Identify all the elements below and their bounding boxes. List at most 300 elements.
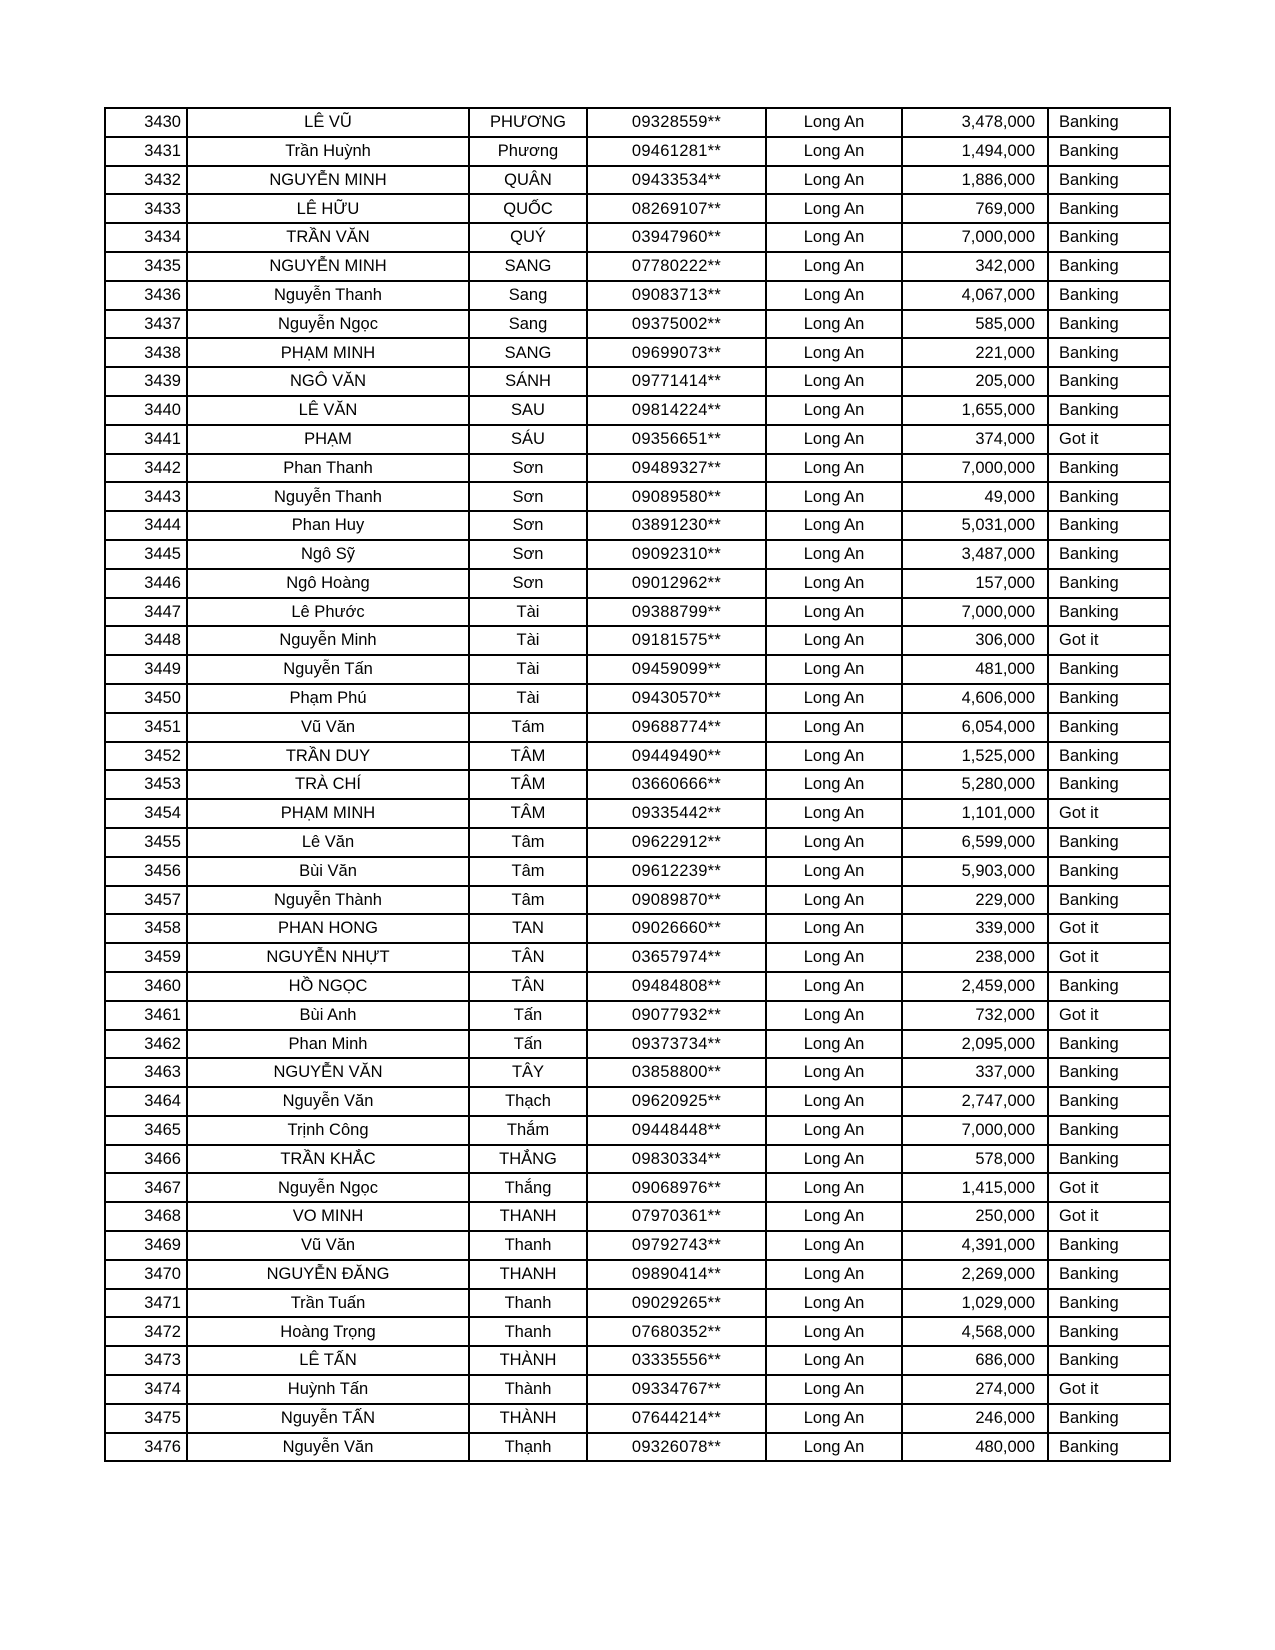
cell-given-name: Thắng [469, 1173, 587, 1202]
cell-status: Banking [1048, 281, 1170, 310]
cell-status: Banking [1048, 1260, 1170, 1289]
cell-row-number: 3431 [105, 137, 187, 166]
cell-given-name: Tài [469, 684, 587, 713]
cell-given-name: Thạch [469, 1087, 587, 1116]
cell-given-name: Thành [469, 1375, 587, 1404]
cell-surname: Bùi Anh [187, 1001, 469, 1030]
cell-status: Banking [1048, 886, 1170, 915]
cell-phone: 09012962** [587, 569, 766, 598]
cell-amount: 221,000 [902, 338, 1048, 367]
cell-amount: 5,031,000 [902, 511, 1048, 540]
cell-phone: 03947960** [587, 223, 766, 252]
cell-phone: 09449490** [587, 742, 766, 771]
cell-given-name: THANH [469, 1260, 587, 1289]
cell-surname: Nguyễn Ngọc [187, 1173, 469, 1202]
cell-status: Banking [1048, 1116, 1170, 1145]
cell-row-number: 3448 [105, 626, 187, 655]
table-row [105, 1346, 1170, 1375]
cell-phone: 09830334** [587, 1145, 766, 1174]
cell-phone: 08269107** [587, 194, 766, 223]
cell-row-number: 3436 [105, 281, 187, 310]
cell-phone: 09373734** [587, 1030, 766, 1059]
cell-row-number: 3462 [105, 1030, 187, 1059]
table-row [105, 108, 1170, 137]
cell-province: Long An [766, 1173, 902, 1202]
cell-status: Banking [1048, 367, 1170, 396]
cell-amount: 306,000 [902, 626, 1048, 655]
cell-amount: 1,415,000 [902, 1173, 1048, 1202]
table-row [105, 742, 1170, 771]
cell-status: Banking [1048, 569, 1170, 598]
cell-amount: 374,000 [902, 425, 1048, 454]
cell-amount: 4,067,000 [902, 281, 1048, 310]
table-row [105, 1173, 1170, 1202]
cell-phone: 09356651** [587, 425, 766, 454]
cell-given-name: Tài [469, 626, 587, 655]
cell-province: Long An [766, 540, 902, 569]
cell-amount: 769,000 [902, 194, 1048, 223]
cell-row-number: 3469 [105, 1231, 187, 1260]
cell-status: Banking [1048, 1030, 1170, 1059]
cell-status: Banking [1048, 338, 1170, 367]
cell-row-number: 3435 [105, 252, 187, 281]
cell-province: Long An [766, 1202, 902, 1231]
cell-phone: 09388799** [587, 598, 766, 627]
table-row [105, 1317, 1170, 1346]
table-row [105, 1202, 1170, 1231]
cell-amount: 5,903,000 [902, 857, 1048, 886]
cell-surname: PHẠM MINH [187, 799, 469, 828]
cell-amount: 238,000 [902, 943, 1048, 972]
cell-row-number: 3467 [105, 1173, 187, 1202]
cell-amount: 229,000 [902, 886, 1048, 915]
cell-phone: 09375002** [587, 310, 766, 339]
cell-given-name: Sang [469, 310, 587, 339]
cell-status: Banking [1048, 1404, 1170, 1433]
cell-given-name: SÁU [469, 425, 587, 454]
cell-row-number: 3476 [105, 1433, 187, 1462]
cell-status: Banking [1048, 1317, 1170, 1346]
cell-given-name: Tâm [469, 828, 587, 857]
cell-phone: 09077932** [587, 1001, 766, 1030]
cell-amount: 1,494,000 [902, 137, 1048, 166]
cell-status: Got it [1048, 1375, 1170, 1404]
cell-province: Long An [766, 1116, 902, 1145]
cell-row-number: 3461 [105, 1001, 187, 1030]
table-row [105, 1116, 1170, 1145]
table-row [105, 655, 1170, 684]
cell-phone: 09328559** [587, 108, 766, 137]
cell-amount: 7,000,000 [902, 223, 1048, 252]
cell-given-name: Thắm [469, 1116, 587, 1145]
cell-status: Got it [1048, 1001, 1170, 1030]
cell-province: Long An [766, 1231, 902, 1260]
cell-phone: 07680352** [587, 1317, 766, 1346]
cell-given-name: TAN [469, 914, 587, 943]
cell-amount: 2,459,000 [902, 972, 1048, 1001]
cell-surname: TRÀ CHÍ [187, 770, 469, 799]
cell-phone: 09083713** [587, 281, 766, 310]
table-row [105, 1030, 1170, 1059]
cell-row-number: 3457 [105, 886, 187, 915]
cell-given-name: Phương [469, 137, 587, 166]
cell-phone: 09334767** [587, 1375, 766, 1404]
cell-amount: 342,000 [902, 252, 1048, 281]
cell-given-name: Sơn [469, 482, 587, 511]
table-row [105, 396, 1170, 425]
cell-phone: 09089870** [587, 886, 766, 915]
cell-province: Long An [766, 1058, 902, 1087]
cell-province: Long An [766, 684, 902, 713]
cell-amount: 250,000 [902, 1202, 1048, 1231]
cell-row-number: 3446 [105, 569, 187, 598]
table-body [105, 108, 1170, 1461]
cell-amount: 157,000 [902, 569, 1048, 598]
cell-status: Banking [1048, 511, 1170, 540]
cell-amount: 6,054,000 [902, 713, 1048, 742]
cell-row-number: 3445 [105, 540, 187, 569]
cell-given-name: TÂM [469, 770, 587, 799]
cell-given-name: Tâm [469, 857, 587, 886]
cell-province: Long An [766, 626, 902, 655]
cell-given-name: Thanh [469, 1289, 587, 1318]
cell-row-number: 3437 [105, 310, 187, 339]
cell-row-number: 3465 [105, 1116, 187, 1145]
cell-phone: 09459099** [587, 655, 766, 684]
cell-phone: 07970361** [587, 1202, 766, 1231]
cell-surname: Nguyễn Thanh [187, 482, 469, 511]
cell-status: Banking [1048, 1289, 1170, 1318]
cell-row-number: 3447 [105, 598, 187, 627]
cell-status: Got it [1048, 943, 1170, 972]
cell-given-name: THẮNG [469, 1145, 587, 1174]
cell-status: Banking [1048, 1087, 1170, 1116]
cell-surname: TRẦN DUY [187, 742, 469, 771]
cell-given-name: THÀNH [469, 1404, 587, 1433]
cell-province: Long An [766, 799, 902, 828]
cell-status: Banking [1048, 540, 1170, 569]
table-row [105, 1433, 1170, 1462]
cell-status: Banking [1048, 194, 1170, 223]
cell-row-number: 3434 [105, 223, 187, 252]
table-row [105, 943, 1170, 972]
cell-phone: 09089580** [587, 482, 766, 511]
cell-surname: Trần Huỳnh [187, 137, 469, 166]
cell-province: Long An [766, 972, 902, 1001]
cell-row-number: 3438 [105, 338, 187, 367]
cell-status: Got it [1048, 1202, 1170, 1231]
cell-given-name: Tâm [469, 886, 587, 915]
cell-amount: 7,000,000 [902, 454, 1048, 483]
cell-row-number: 3472 [105, 1317, 187, 1346]
cell-given-name: Tám [469, 713, 587, 742]
cell-given-name: Sơn [469, 569, 587, 598]
cell-surname: NGUYỄN MINH [187, 252, 469, 281]
cell-given-name: TÂM [469, 742, 587, 771]
cell-given-name: PHƯƠNG [469, 108, 587, 137]
cell-given-name: TÂN [469, 972, 587, 1001]
table-row [105, 626, 1170, 655]
table-row [105, 1001, 1170, 1030]
cell-phone: 03335556** [587, 1346, 766, 1375]
cell-province: Long An [766, 828, 902, 857]
cell-amount: 4,568,000 [902, 1317, 1048, 1346]
cell-amount: 585,000 [902, 310, 1048, 339]
cell-status: Banking [1048, 684, 1170, 713]
cell-surname: NGUYỄN ĐĂNG [187, 1260, 469, 1289]
cell-amount: 246,000 [902, 1404, 1048, 1433]
cell-status: Banking [1048, 770, 1170, 799]
table-row [105, 540, 1170, 569]
cell-status: Banking [1048, 598, 1170, 627]
cell-row-number: 3442 [105, 454, 187, 483]
cell-status: Got it [1048, 626, 1170, 655]
cell-row-number: 3459 [105, 943, 187, 972]
cell-surname: VO MINH [187, 1202, 469, 1231]
table-row [105, 1404, 1170, 1433]
cell-status: Got it [1048, 799, 1170, 828]
cell-surname: NGUYỄN MINH [187, 166, 469, 195]
cell-phone: 09489327** [587, 454, 766, 483]
table-row [105, 1289, 1170, 1318]
cell-phone: 09430570** [587, 684, 766, 713]
table-row [105, 166, 1170, 195]
cell-row-number: 3458 [105, 914, 187, 943]
cell-given-name: TÂN [469, 943, 587, 972]
cell-province: Long An [766, 886, 902, 915]
cell-amount: 2,747,000 [902, 1087, 1048, 1116]
cell-given-name: Sơn [469, 454, 587, 483]
cell-province: Long An [766, 713, 902, 742]
cell-row-number: 3450 [105, 684, 187, 713]
cell-amount: 5,280,000 [902, 770, 1048, 799]
cell-surname: TRẦN VĂN [187, 223, 469, 252]
cell-status: Banking [1048, 1346, 1170, 1375]
cell-phone: 09814224** [587, 396, 766, 425]
cell-status: Banking [1048, 223, 1170, 252]
cell-given-name: SAU [469, 396, 587, 425]
cell-phone: 09890414** [587, 1260, 766, 1289]
table-row [105, 770, 1170, 799]
cell-status: Banking [1048, 713, 1170, 742]
cell-status: Banking [1048, 655, 1170, 684]
cell-amount: 1,886,000 [902, 166, 1048, 195]
cell-province: Long An [766, 1375, 902, 1404]
table-row [105, 425, 1170, 454]
cell-surname: LÊ TẤN [187, 1346, 469, 1375]
cell-phone: 09771414** [587, 367, 766, 396]
cell-province: Long An [766, 770, 902, 799]
table-row [105, 1087, 1170, 1116]
cell-province: Long An [766, 1317, 902, 1346]
cell-status: Banking [1048, 1433, 1170, 1462]
cell-row-number: 3453 [105, 770, 187, 799]
cell-given-name: QUỐC [469, 194, 587, 223]
cell-province: Long An [766, 511, 902, 540]
cell-province: Long An [766, 281, 902, 310]
cell-province: Long An [766, 1145, 902, 1174]
cell-phone: 09612239** [587, 857, 766, 886]
table-row [105, 1058, 1170, 1087]
cell-phone: 09461281** [587, 137, 766, 166]
cell-amount: 1,101,000 [902, 799, 1048, 828]
cell-amount: 578,000 [902, 1145, 1048, 1174]
cell-surname: Nguyễn Văn [187, 1433, 469, 1462]
donor-table [104, 107, 1171, 1462]
table-row [105, 137, 1170, 166]
table-row [105, 252, 1170, 281]
cell-province: Long An [766, 1404, 902, 1433]
cell-phone: 09068976** [587, 1173, 766, 1202]
cell-phone: 09620925** [587, 1087, 766, 1116]
cell-amount: 6,599,000 [902, 828, 1048, 857]
cell-phone: 03858800** [587, 1058, 766, 1087]
cell-surname: Vũ Văn [187, 1231, 469, 1260]
cell-phone: 09326078** [587, 1433, 766, 1462]
cell-surname: Nguyễn Tấn [187, 655, 469, 684]
cell-province: Long An [766, 1001, 902, 1030]
cell-given-name: Thanh [469, 1317, 587, 1346]
cell-surname: NGUYỄN NHỰT [187, 943, 469, 972]
cell-given-name: THANH [469, 1202, 587, 1231]
cell-row-number: 3463 [105, 1058, 187, 1087]
cell-province: Long An [766, 252, 902, 281]
table-row [105, 223, 1170, 252]
cell-row-number: 3430 [105, 108, 187, 137]
cell-status: Got it [1048, 425, 1170, 454]
cell-amount: 7,000,000 [902, 598, 1048, 627]
cell-phone: 09622912** [587, 828, 766, 857]
cell-amount: 4,606,000 [902, 684, 1048, 713]
cell-surname: NGÔ VĂN [187, 367, 469, 396]
cell-province: Long An [766, 338, 902, 367]
cell-province: Long An [766, 425, 902, 454]
cell-status: Got it [1048, 914, 1170, 943]
cell-amount: 2,095,000 [902, 1030, 1048, 1059]
cell-province: Long An [766, 367, 902, 396]
cell-status: Banking [1048, 1145, 1170, 1174]
cell-amount: 1,655,000 [902, 396, 1048, 425]
cell-province: Long An [766, 454, 902, 483]
cell-row-number: 3464 [105, 1087, 187, 1116]
cell-province: Long An [766, 108, 902, 137]
cell-province: Long An [766, 655, 902, 684]
cell-status: Banking [1048, 857, 1170, 886]
cell-surname: Phan Thanh [187, 454, 469, 483]
cell-province: Long An [766, 482, 902, 511]
cell-surname: Ngô Sỹ [187, 540, 469, 569]
cell-phone: 07780222** [587, 252, 766, 281]
cell-surname: Nguyễn Minh [187, 626, 469, 655]
table-row [105, 1260, 1170, 1289]
cell-phone: 07644214** [587, 1404, 766, 1433]
table-row [105, 454, 1170, 483]
table-row [105, 684, 1170, 713]
cell-surname: LÊ HỮU [187, 194, 469, 223]
cell-given-name: QUÂN [469, 166, 587, 195]
table-row [105, 569, 1170, 598]
cell-phone: 09029265** [587, 1289, 766, 1318]
cell-status: Banking [1048, 1058, 1170, 1087]
table-row [105, 281, 1170, 310]
table-row [105, 194, 1170, 223]
cell-given-name: SANG [469, 252, 587, 281]
cell-province: Long An [766, 310, 902, 339]
cell-phone: 09688774** [587, 713, 766, 742]
cell-status: Banking [1048, 454, 1170, 483]
cell-row-number: 3470 [105, 1260, 187, 1289]
table-row [105, 367, 1170, 396]
cell-status: Banking [1048, 137, 1170, 166]
cell-status: Banking [1048, 310, 1170, 339]
cell-surname: HỒ NGỌC [187, 972, 469, 1001]
cell-province: Long An [766, 1346, 902, 1375]
cell-surname: Vũ Văn [187, 713, 469, 742]
cell-status: Banking [1048, 396, 1170, 425]
cell-province: Long An [766, 857, 902, 886]
cell-surname: TRẦN KHẮC [187, 1145, 469, 1174]
table-row [105, 972, 1170, 1001]
table-row [105, 1231, 1170, 1260]
cell-amount: 1,029,000 [902, 1289, 1048, 1318]
table-row [105, 598, 1170, 627]
cell-amount: 686,000 [902, 1346, 1048, 1375]
cell-phone: 09092310** [587, 540, 766, 569]
table-row [105, 511, 1170, 540]
cell-surname: Nguyễn Văn [187, 1087, 469, 1116]
cell-given-name: QUÝ [469, 223, 587, 252]
cell-amount: 7,000,000 [902, 1116, 1048, 1145]
cell-row-number: 3454 [105, 799, 187, 828]
cell-province: Long An [766, 1260, 902, 1289]
cell-given-name: Thạnh [469, 1433, 587, 1462]
cell-surname: PHẠM [187, 425, 469, 454]
cell-row-number: 3474 [105, 1375, 187, 1404]
cell-row-number: 3471 [105, 1289, 187, 1318]
cell-given-name: Thanh [469, 1231, 587, 1260]
cell-amount: 49,000 [902, 482, 1048, 511]
cell-province: Long An [766, 914, 902, 943]
cell-row-number: 3452 [105, 742, 187, 771]
cell-phone: 09181575** [587, 626, 766, 655]
cell-phone: 03891230** [587, 511, 766, 540]
cell-given-name: SANG [469, 338, 587, 367]
cell-surname: LÊ VŨ [187, 108, 469, 137]
cell-province: Long An [766, 943, 902, 972]
cell-surname: Phan Huy [187, 511, 469, 540]
cell-given-name: THÀNH [469, 1346, 587, 1375]
cell-amount: 480,000 [902, 1433, 1048, 1462]
cell-surname: LÊ VĂN [187, 396, 469, 425]
cell-given-name: Tài [469, 598, 587, 627]
cell-given-name: Tài [469, 655, 587, 684]
cell-province: Long An [766, 742, 902, 771]
cell-province: Long An [766, 1087, 902, 1116]
cell-surname: Nguyễn Ngọc [187, 310, 469, 339]
cell-amount: 3,478,000 [902, 108, 1048, 137]
cell-surname: Trịnh Công [187, 1116, 469, 1145]
cell-surname: Trần Tuấn [187, 1289, 469, 1318]
cell-row-number: 3440 [105, 396, 187, 425]
cell-status: Banking [1048, 482, 1170, 511]
cell-status: Got it [1048, 1173, 1170, 1202]
cell-surname: Bùi Văn [187, 857, 469, 886]
cell-province: Long An [766, 223, 902, 252]
cell-phone: 09433534** [587, 166, 766, 195]
cell-province: Long An [766, 569, 902, 598]
cell-row-number: 3439 [105, 367, 187, 396]
cell-row-number: 3451 [105, 713, 187, 742]
